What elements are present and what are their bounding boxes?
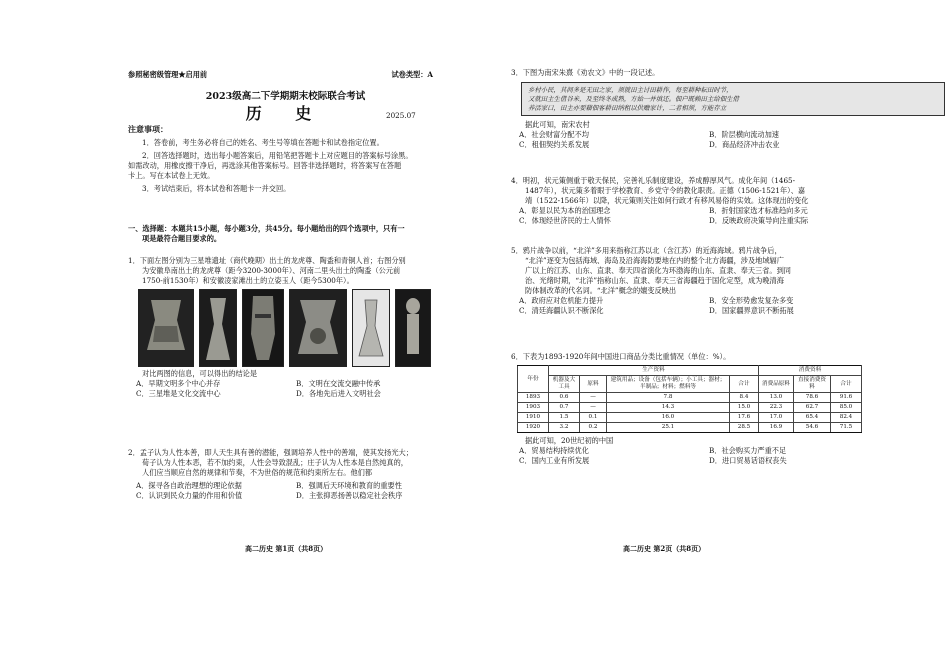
table-cell: 14.3: [607, 403, 730, 413]
jade-figure-photo: [395, 289, 431, 367]
table-cell: 0.7: [549, 403, 580, 413]
table-header-consumer-raw: 消费品原料: [759, 376, 794, 393]
exam-title: 2023级高二下学期期末校际联合考试: [205, 91, 366, 102]
table-header-direct-consumption: 直接消费资料: [794, 376, 831, 393]
subject-title: 历 史: [245, 104, 326, 123]
table-header-machine: 机器及大工具: [549, 376, 580, 393]
q6-intro: 6．下表为1893-1920年间中国进口商品分类比重情况（单位：%）。: [511, 352, 731, 361]
q3-quote-line-2: 又就田主生借谷米，及至终冬成熟，方始一并填还。佃户既赖田主给佃生借: [528, 94, 739, 103]
note-2-cont: 如需改动，用橡皮擦干净后，再选涂其他答案标号。回答非选择题时，将答案写在答题: [128, 161, 402, 170]
question-1: [128, 256, 443, 399]
q6-option-c[interactable]: C．国内工业有所发展: [519, 456, 590, 465]
q2-option-c[interactable]: C．认识到民众力量的作用和价值: [136, 491, 243, 500]
section-1-heading: [128, 224, 443, 244]
q6-options-row-1: [511, 446, 941, 456]
q1-option-a[interactable]: A．早期文明多个中心并存: [136, 379, 221, 388]
notes: [128, 124, 443, 194]
note-2-cont2: 卡上。写在本试卷上无效。: [128, 171, 215, 180]
secret-label: 参照秘密级管理★启用前: [128, 70, 208, 79]
section-1-line-1: 一、选择题：本题共15小题，每小题3分，共45分。每小题给出的四个选项中，只有一: [128, 224, 405, 233]
q3-intro: 3．下图为南宋朱熹《劝农文》中的一段记述。: [511, 68, 660, 77]
exam-date: 2025.07: [386, 111, 416, 120]
q4-line-2: 1487年），状元策多着眼于学校教育、乡党守令的教化职责。正德（1506-1521年）、嘉: [525, 186, 806, 195]
q3-option-d[interactable]: D．商品经济冲击农业: [709, 140, 780, 150]
table-cell: 1920: [518, 423, 549, 433]
note-2: 2．回答选择题时，选出每小题答案后，用铅笔把答题卡上对应题目的答案标号涂黑。: [142, 151, 413, 160]
table-cell: 1893: [518, 393, 549, 403]
q3-quote-box: [521, 82, 945, 116]
table-header-raw: 原料: [580, 376, 607, 393]
table-cell: 3.2: [549, 423, 580, 433]
q5-line-3: 广以上的江苏、山东、直隶、奉天四省演化为环渤海的山东、直隶、奉天三省。到同: [525, 266, 791, 275]
table-header-row-1: [518, 366, 862, 376]
q4-option-b[interactable]: B．折射国家选才标准趋向多元: [709, 206, 808, 215]
q2-line-1: 2．孟子认为人性本善，即人天生具有善的潜能，强调培养人性中的善端，使其发扬光大；: [128, 448, 413, 457]
table-header-year: 年份: [518, 366, 549, 393]
table-row: [518, 393, 862, 403]
note-3: 3．考试结束后，将本试卷和答题卡一并交回。: [142, 184, 291, 193]
q2-option-b[interactable]: B．强调后天环境和教育的重要性: [296, 481, 402, 490]
question-3: [511, 68, 941, 150]
table-cell: 0.2: [580, 423, 607, 433]
table-cell: 17.0: [759, 413, 794, 423]
table-header-building: 建筑用品；设备（包括车辆）；小工具；器材；半制品；材料；燃料等: [607, 376, 730, 393]
table-row: [518, 403, 862, 413]
table-header-total-production: 合计: [730, 376, 759, 393]
q6-option-d[interactable]: D．进口贸易话语权丧失: [709, 456, 787, 465]
table-cell: 8.4: [730, 393, 759, 403]
question-4: [511, 176, 941, 226]
q6-option-a[interactable]: A．贸易结构持续优化: [519, 446, 589, 455]
table-cell: 17.6: [730, 413, 759, 423]
table-cell: 22.3: [759, 403, 794, 413]
table-cell: —: [580, 393, 607, 403]
table-cell: 78.6: [794, 393, 831, 403]
table-cell: 62.7: [794, 403, 831, 413]
q4-options-row-2: [511, 216, 941, 226]
table-cell: 1903: [518, 403, 549, 413]
paper-type: 试卷类型：A: [391, 70, 433, 79]
question-6: [511, 352, 941, 466]
table-header-row-2: [518, 376, 862, 393]
q1-option-c[interactable]: C．三星堆是文化交流中心: [136, 389, 221, 398]
q5-option-d[interactable]: D．国家疆界意识不断拓展: [709, 306, 794, 315]
q3-option-b[interactable]: B．阶层横向流动加速: [709, 130, 779, 140]
table-cell: 54.6: [794, 423, 831, 433]
notes-heading: 注意事项：: [128, 124, 168, 134]
q3-option-a[interactable]: A．社会财富分配不均: [519, 130, 589, 140]
table-cell: 0.1: [580, 413, 607, 423]
question-5: [511, 246, 941, 316]
question-2: [128, 448, 443, 501]
table-cell: 13.0: [759, 393, 794, 403]
q5-line-2: “北洋”逐变为包括海域、海岛及沿海海防要地在内的整个北方海疆，涉及地域辐广: [525, 256, 784, 265]
q5-option-a[interactable]: A．政府应对危机能力提升: [519, 296, 604, 305]
table-cell: 25.1: [607, 423, 730, 433]
q6-options-row-2: [511, 456, 941, 466]
q5-line-4: 治、光绪时期，“北洋”指称山东、直隶、奉天三省海疆趋于国化定型，成为晚清海: [525, 276, 784, 285]
header: [128, 70, 443, 126]
q3-quote-line-3: 养活家口，田主亦要藉佃客耕田纳租以供赡家计，二者相须，方能存立: [528, 103, 727, 112]
q5-options-row-1: [511, 296, 941, 306]
table-row: [518, 413, 862, 423]
tao-he-erlitou-photo: [352, 289, 390, 367]
q3-options-row-1: [511, 130, 941, 140]
table-cell: 82.4: [831, 413, 862, 423]
q5-options-row-2: [511, 306, 941, 316]
q1-prompt: 对比两图的信息，可以得出的结论是: [142, 369, 258, 378]
tao-he-sanxingdui-photo: [199, 289, 237, 367]
q6-prompt: 据此可知，20世纪初的中国: [525, 436, 614, 445]
q3-quote-line-1: 乡村小民，其间多是无田之家，须就田主讨田耕作，每至耕种耘田时节，: [528, 86, 733, 94]
q2-line-2: 荀子认为人性本恶，若不加约束，人性会导致混乱；庄子认为人性本是自然纯真的，: [142, 458, 408, 467]
table-cell: 1910: [518, 413, 549, 423]
q5-option-c[interactable]: C．清廷海疆认识不断深化: [519, 306, 604, 315]
q4-line-3: 靖（1522-1566年）以降，状元策则关注如何行政才有移风易俗的实效。这体现出的变化: [525, 196, 809, 205]
section-1-line-2: 项是最符合题目要求的。: [142, 234, 222, 243]
table-cell: 16.0: [607, 413, 730, 423]
q6-option-b[interactable]: B．社会购买力严重不足: [709, 446, 787, 455]
table-cell: 85.0: [831, 403, 862, 413]
table-cell: 71.5: [831, 423, 862, 433]
q3-options-row-2: [511, 140, 941, 150]
import-goods-table: [517, 365, 862, 433]
q1-line-3: 1750-前1530年）和安徽凌家滩出土的立姿玉人（距今5300年）。: [142, 276, 354, 285]
q1-options-row-2: [128, 389, 443, 399]
q1-line-1: 1．下面左图分别为三星堆遗址（商代晚期）出土的龙虎尊、陶盉和青铜人首；右图分别: [128, 256, 406, 265]
table-cell: 1.5: [549, 413, 580, 423]
footer-page-2: 高二历史 第2页（共8页）: [623, 544, 706, 553]
table-header-total-consumption: 合计: [831, 376, 862, 393]
q4-option-c[interactable]: C．体现经世济民的士人情怀: [519, 216, 611, 225]
table-row: [518, 423, 862, 433]
table-header-consumption: 消费资料: [759, 366, 862, 376]
table-cell: 15.0: [730, 403, 759, 413]
q5-line-5: 防体制改革的代名词。“北洋”概念的嬗变反映出: [525, 286, 677, 295]
page-2: [475, 0, 950, 672]
q2-line-3: 人们应当顺应自然的规律和节奏，不为世俗的规范和约束所左右。他们都: [142, 468, 373, 477]
q1-line-2: 为安徽阜南出土的龙虎尊（距今3200-3000年）、河南二里头出土的陶盉（公元前: [142, 266, 401, 275]
q2-options-row-1: [128, 481, 443, 491]
q2-options-row-2: [128, 491, 443, 501]
table-header-production: 生产资料: [549, 366, 759, 376]
q4-line-1: 4．明初，状元策侧重于敬天保民，完善礼乐制度建设，养成醇厚风气。成化年间（1465-: [511, 176, 796, 185]
q2-option-d[interactable]: D．主张抑恶扬善以稳定社会秩序: [296, 491, 403, 500]
table-cell: —: [580, 403, 607, 413]
q5-line-1: 5．鸦片战争以前，“北洋”多用来指称江苏以北（含江苏）的近海海域。鸦片战争后，: [511, 246, 782, 255]
q3-option-c[interactable]: C．租佃契约关系发展: [519, 140, 590, 150]
q2-option-a[interactable]: A．探寻各自政治理想的理论依据: [136, 481, 242, 490]
q1-artifact-photos: [138, 289, 443, 365]
q4-option-a[interactable]: A．彰显以民为本的治国理念: [519, 206, 611, 215]
longhu-zun-sanxingdui-photo: [138, 289, 194, 367]
q4-options-row-1: [511, 206, 941, 216]
table-cell: 65.4: [794, 413, 831, 423]
q1-option-d[interactable]: D．各地先后进入文明社会: [296, 389, 381, 398]
table-cell: 91.6: [831, 393, 862, 403]
longhu-zun-funan-photo: [289, 289, 347, 367]
q4-option-d[interactable]: D．反映政府决策导向注重实际: [709, 216, 809, 225]
bronze-head-photo: [242, 289, 284, 367]
table-cell: 0.6: [549, 393, 580, 403]
q1-options-row-1: [128, 379, 443, 389]
table-cell: 7.8: [607, 393, 730, 403]
footer-page-1: 高二历史 第1页（共8页）: [245, 544, 328, 553]
q3-prompt: 据此可知，南宋农村: [525, 120, 590, 130]
q5-option-b[interactable]: B．安全形势愈发复杂多变: [709, 296, 794, 305]
note-1: 1．答卷前，考生务必将自己的姓名、考生号等填在答题卡和试卷指定位置。: [142, 138, 384, 147]
q1-option-b[interactable]: B．文明在交流交融中传承: [296, 379, 381, 388]
table-cell: 16.9: [759, 423, 794, 433]
table-cell: 28.5: [730, 423, 759, 433]
